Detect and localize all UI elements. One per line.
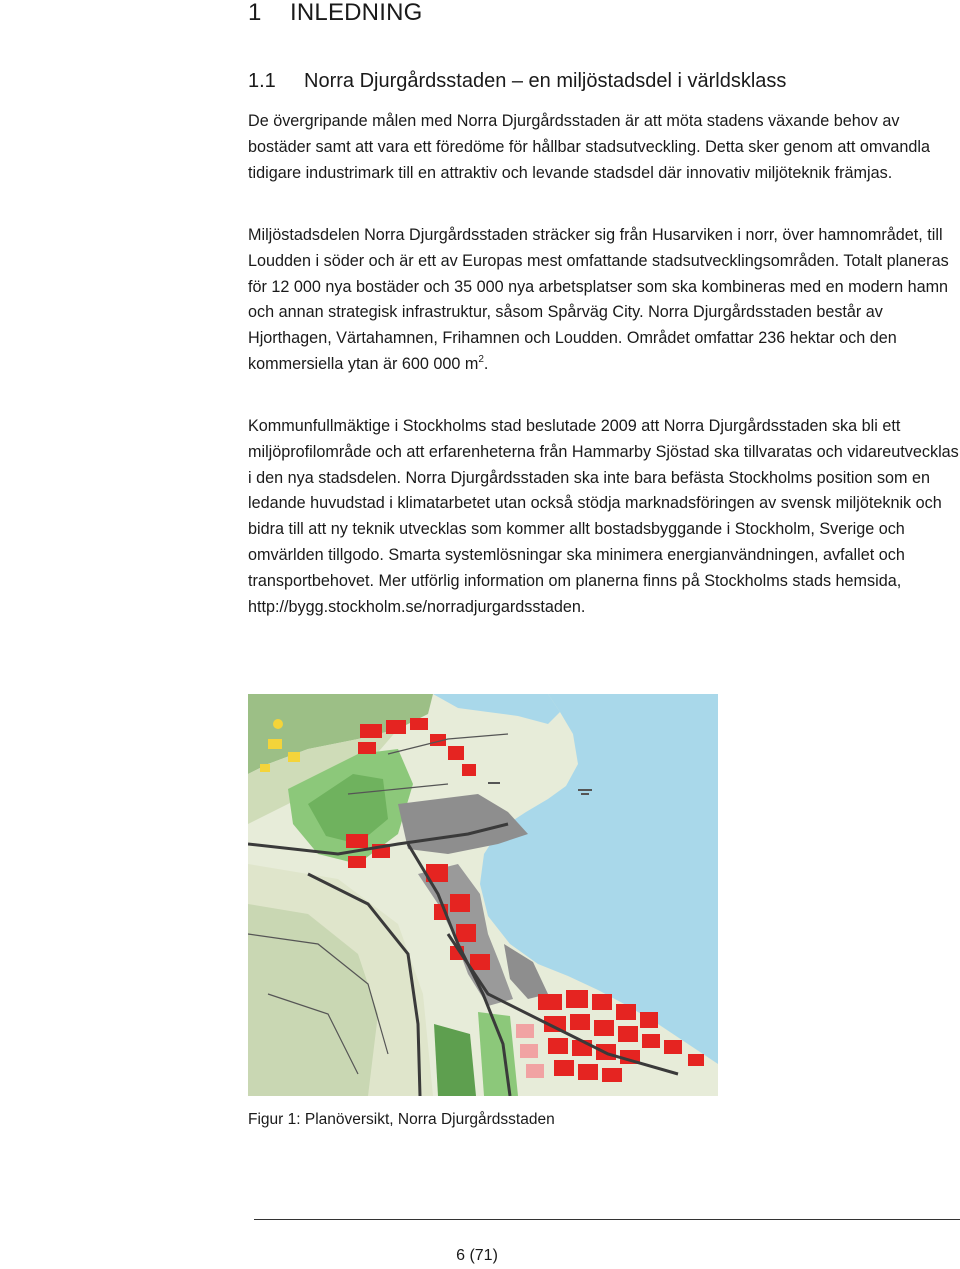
plan-overview-map-image — [248, 694, 718, 1096]
paragraph-1 — [248, 109, 960, 186]
area-unit-superscript: 2 — [478, 353, 484, 365]
section-number: 1.1 — [248, 70, 276, 92]
paragraph-2 — [248, 223, 960, 378]
paragraph-1-text: De övergripande målen med Norra Djurgårdsstaden är att möta stadens växande behov av bostäder samt att vara ett föredöme för hållbar stadsutveckling. Detta sker genom att omvandla tidigare industrimark till en attraktiv och levande stadsdel där innovativ miljöteknik främjas. — [248, 112, 931, 182]
chapter-number: 1 — [248, 0, 262, 26]
paragraph-3-text: Kommunfullmäktige i Stockholms stad beslutade 2009 att Norra Djurgårdsstaden ska bli ett miljöprofilområde och att erfarenheterna från Hammarby Sjöstad ska tillvaratas och vidareutvecklas i den nya stadsdelen. Norra Djurgårdsstaden ska inte bara befästa Stockholms position som en ledande huvudstad i klimatarbetet utan också stödja marknadsföringen av svensk miljöteknik och bidra till att ny teknik utvecklas som kommer allt bostadsbyggande i Stockholm, Sverige och omvärlden tillgodo. Smarta systemlösningar ska minimera energianvändningen, avfallet och transportbehovet. Mer utförlig information om planerna finns på Stockholms stads hemsida, http://bygg.stockholm.se/norradjurgardsstaden. — [248, 417, 959, 616]
paragraph-2-end: . — [483, 354, 489, 373]
footer-divider — [254, 1219, 960, 1220]
page-number: 6 (71) — [456, 1247, 498, 1264]
figure-caption: Figur 1: Planöversikt, Norra Djurgårdsstaden — [248, 1111, 555, 1128]
chapter-heading — [248, 0, 423, 26]
paragraph-3 — [248, 414, 960, 620]
plan-overview-map — [248, 694, 718, 1096]
section-heading — [248, 68, 786, 94]
paragraph-2-container — [248, 223, 960, 378]
paragraph-2-text: Miljöstadsdelen Norra Djurgårdsstaden sträcker sig från Husarviken i norr, över hamnområdet, till Loudden i söder och är ett av Europas mest omfattande stadsutvecklingsområden. Totalt planeras för 12 000 nya bostäder och 35 000 nya arbetsplatser som ska kombineras med en modern hamn och annan strategisk infrastruktur, såsom Spårväg City. Norra Djurgårdsstaden består av Hjorthagen, Värtahamnen, Frihamnen och Loudden. Området omfattar 236 hektar och den kommersiella ytan är 600 000 m — [248, 226, 949, 373]
chapter-title: INLEDNING — [290, 0, 423, 26]
section-title: Norra Djurgårdsstaden – en miljöstadsdel i världsklass — [304, 70, 787, 92]
